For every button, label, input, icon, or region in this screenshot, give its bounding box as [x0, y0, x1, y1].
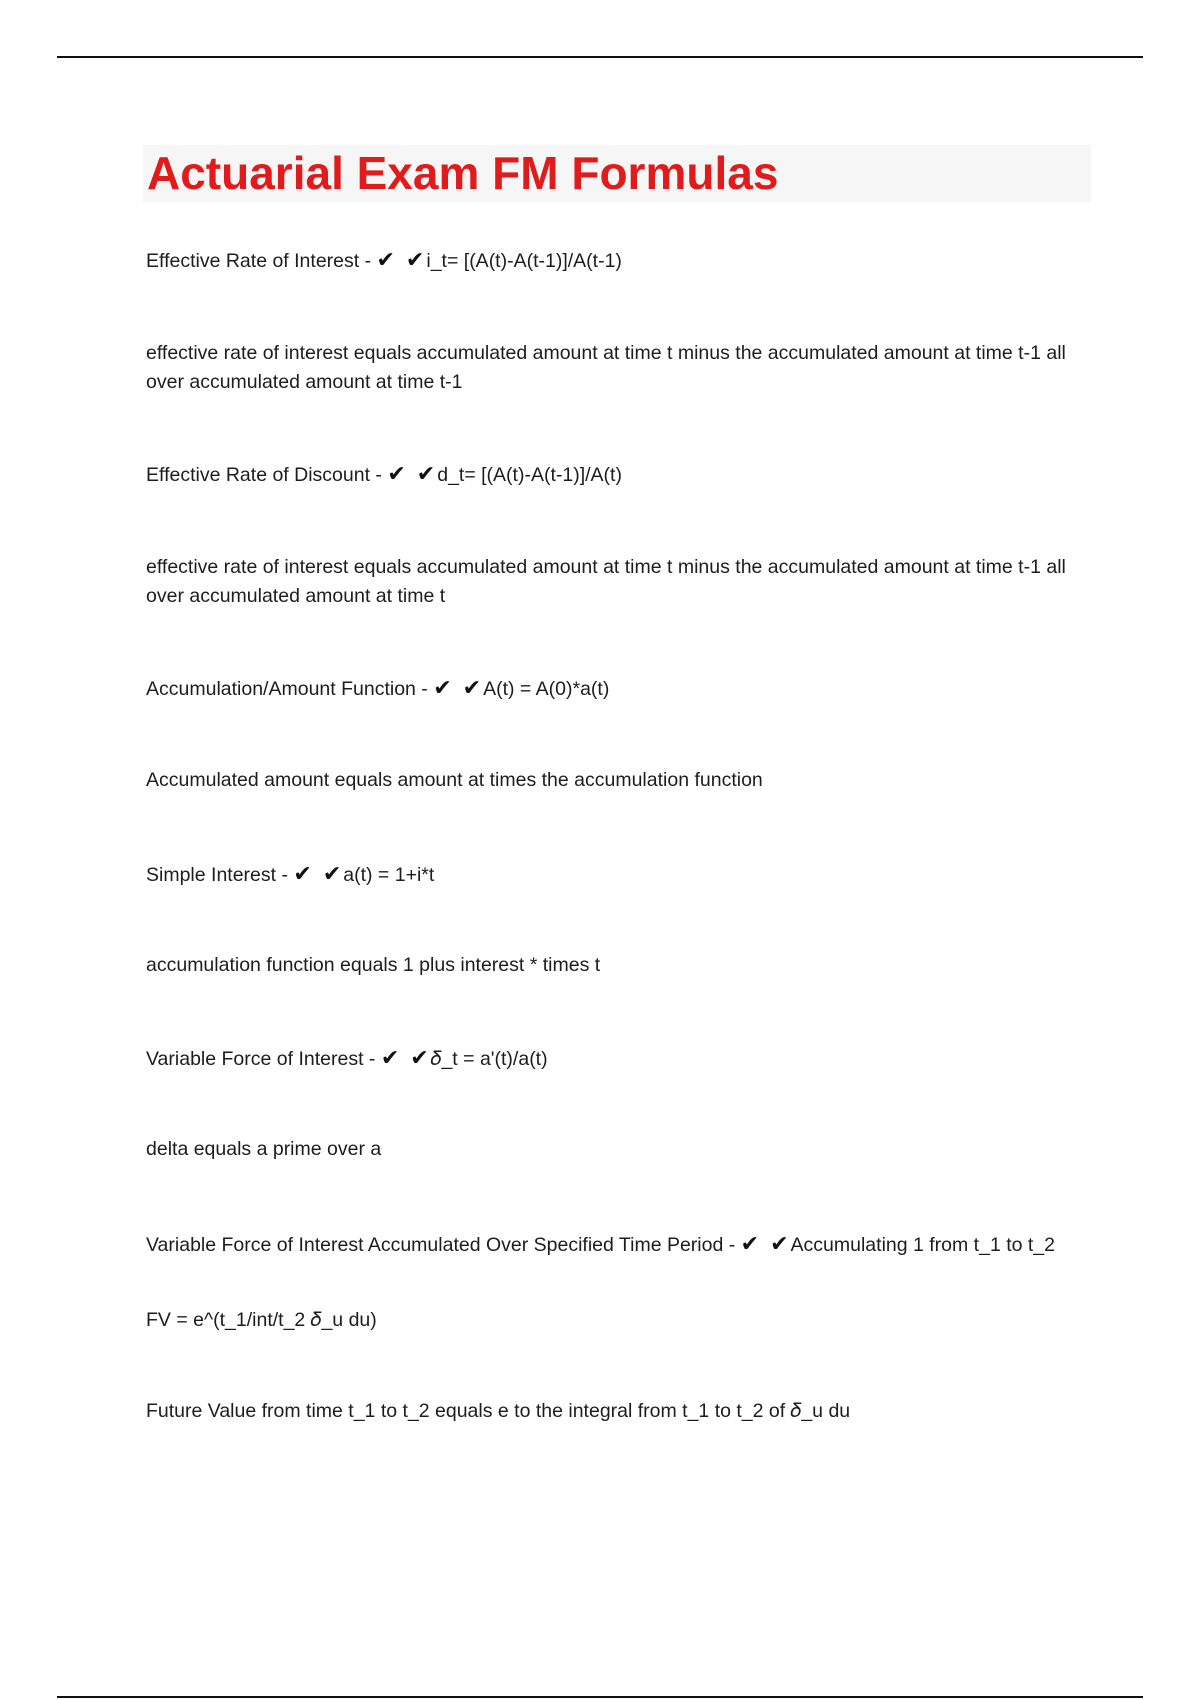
explanation-simple-interest: accumulation function equals 1 plus interest * times t	[146, 954, 601, 976]
formula-text: i_t= [(A(t)-A(t-1)]/A(t-1)	[426, 250, 622, 272]
check-icon: ✔ ✔	[740, 1232, 791, 1257]
term-line-effective-rate-of-discount	[146, 460, 1096, 490]
check-icon: ✔ ✔	[293, 862, 344, 887]
check-icon: ✔ ✔	[380, 1046, 431, 1071]
term-line-variable-force-of-interest	[146, 1044, 1096, 1074]
term-line-simple-interest	[146, 860, 1096, 890]
term-label: Accumulation/Amount Function -	[146, 678, 434, 700]
term-line-effective-rate-of-interest	[146, 246, 1096, 276]
term-line-variable-force-accumulated	[146, 1230, 1086, 1260]
formula-text: 𝛿_t = a'(t)/a(t)	[430, 1048, 548, 1070]
formula-text: A(t) = A(0)*a(t)	[483, 678, 610, 700]
bottom-rule	[57, 1696, 1143, 1698]
document-title: Actuarial Exam FM Formulas	[147, 147, 779, 199]
term-label: Simple Interest -	[146, 864, 294, 886]
term-label: Variable Force of Interest Accumulated Over Specified Time Period -	[146, 1234, 741, 1256]
formula-line-future-value: FV = e^(t_1/int/t_2 𝛿_u du)	[146, 1309, 377, 1331]
formula-text: d_t= [(A(t)-A(t-1)]/A(t)	[437, 464, 622, 486]
term-line-accumulation-function	[146, 674, 1096, 704]
top-rule	[57, 56, 1143, 58]
formula-text: a(t) = 1+i*t	[343, 864, 435, 886]
explanation-effective-rate-of-interest: effective rate of interest equals accumulated amount at time t minus the accumulated amount at time t-1 all over accumulated amount at time t-1	[146, 342, 1066, 393]
term-label: Variable Force of Interest -	[146, 1048, 381, 1070]
term-label: Effective Rate of Discount -	[146, 464, 388, 486]
explanation-accumulation-function: Accumulated amount equals amount at times the accumulation function	[146, 769, 763, 791]
check-icon: ✔ ✔	[433, 676, 484, 701]
check-icon: ✔ ✔	[387, 462, 438, 487]
explanation-effective-rate-of-discount: effective rate of interest equals accumulated amount at time t minus the accumulated amount at time t-1 all over accumulated amount at time t	[146, 556, 1066, 607]
term-label: Effective Rate of Interest -	[146, 250, 377, 272]
formula-text: Accumulating 1 from t_1 to t_2	[790, 1234, 1055, 1256]
explanation-variable-force-of-interest: delta equals a prime over a	[146, 1138, 382, 1160]
check-icon: ✔ ✔	[376, 248, 427, 273]
explanation-variable-force-accumulated: Future Value from time t_1 to t_2 equals e to the integral from t_1 to t_2 of 𝛿_u du	[146, 1400, 851, 1422]
